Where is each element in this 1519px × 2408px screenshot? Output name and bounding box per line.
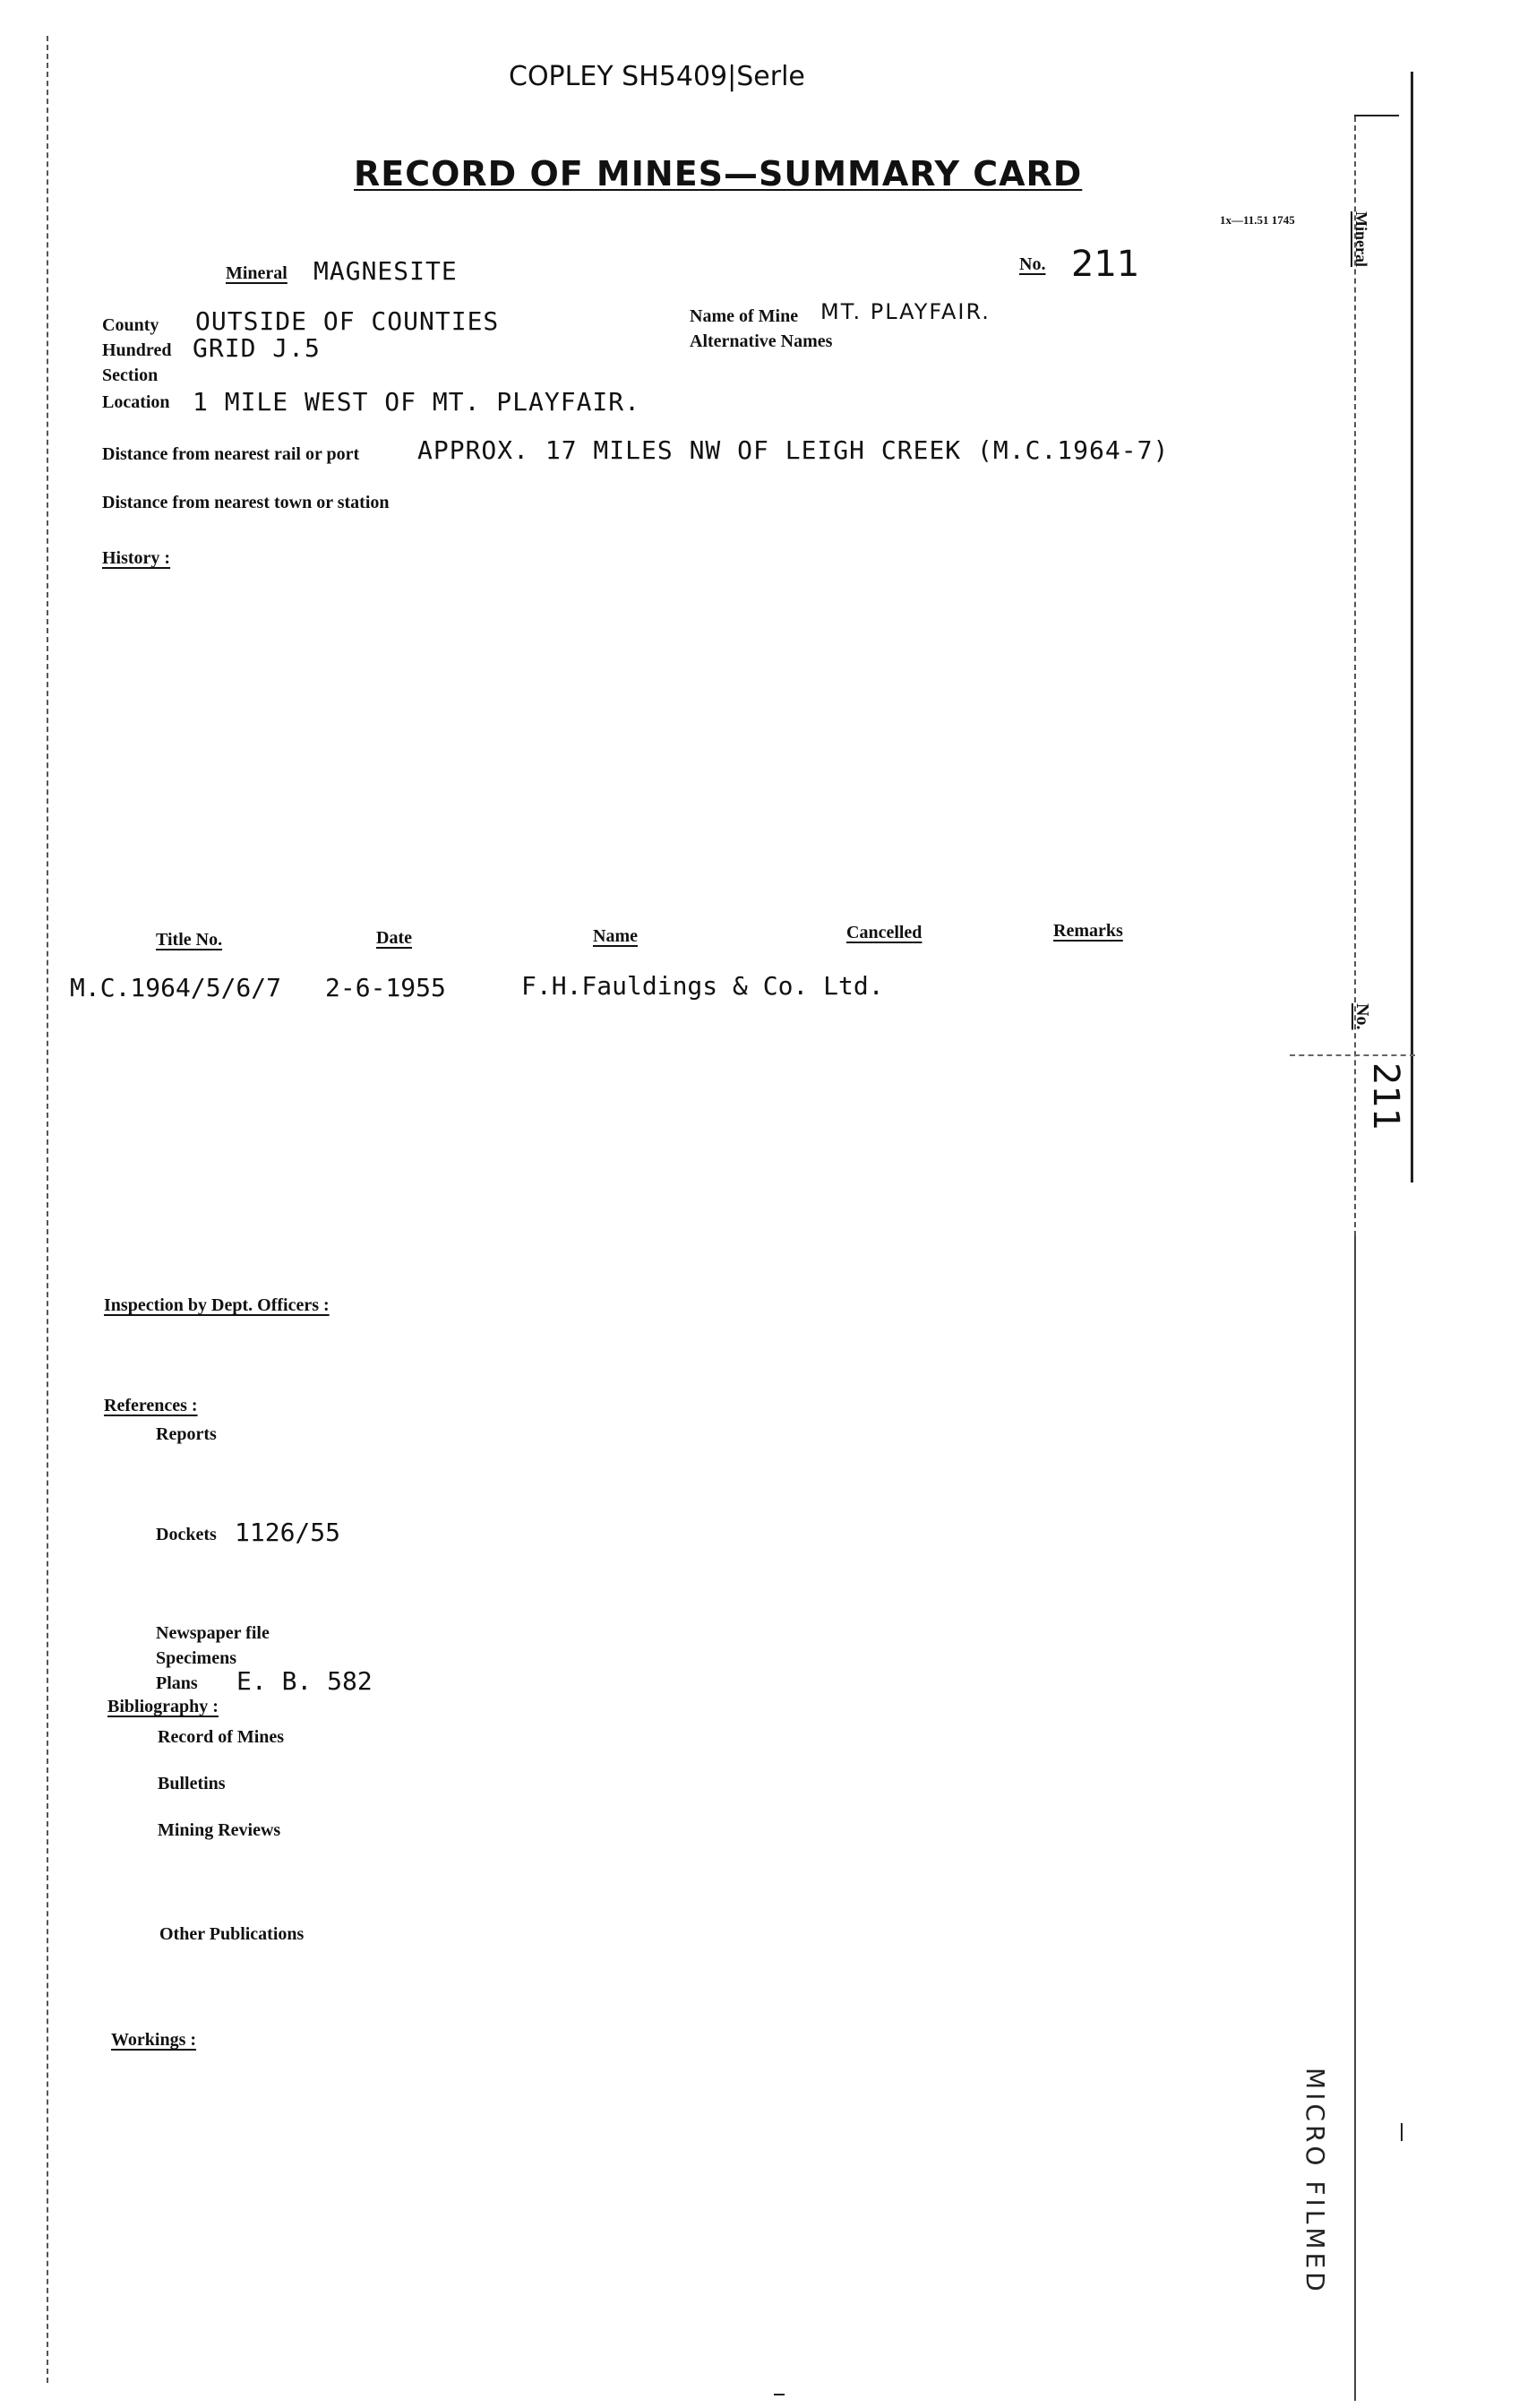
col-date: Date [376,928,412,948]
county-value: OUTSIDE OF COUNTIES [195,306,500,336]
tab-no-label: No. [1352,1003,1372,1030]
col-remarks: Remarks [1053,921,1123,941]
workings-label: Workings : [111,2030,197,2050]
mine-name-label: Name of Mine [690,306,799,326]
card-no-value: 211 [1071,244,1140,285]
micro-filmed-stamp: MICRO FILMED [1300,2068,1330,2295]
file-reference: COPLEY SH5409|Serle [509,61,805,92]
history-label: History : [102,548,171,568]
tab-divider [1290,1054,1415,1056]
form-code: 1x—11.51 1745 [1220,213,1295,227]
mineral-value: MAGNESITE [313,256,458,286]
hundred-label: Hundred [102,340,172,360]
plans-value: E. B. 582 [236,1666,373,1696]
tab-right-edge [1411,72,1413,1182]
dist-town-label: Distance from nearest town or station [102,493,390,512]
cell-title-no: M.C.1964/5/6/7 [70,973,282,1002]
other-publications-label: Other Publications [159,1924,305,1944]
specimens-label: Specimens [156,1648,236,1668]
dist-rail-label: Distance from nearest rail or port [102,444,360,464]
left-border [47,36,48,2383]
tab-top-edge [1354,115,1399,116]
col-cancelled: Cancelled [846,923,923,942]
alt-names-label: Alternative Names [690,331,833,351]
hundred-value: GRID J.5 [193,333,321,363]
inspection-label: Inspection by Dept. Officers : [104,1295,330,1315]
dockets-value: 1126/55 [235,1518,341,1547]
bottom-tick [774,2394,785,2395]
section-label: Section [102,366,159,385]
cell-date: 2-6-1955 [325,973,446,1002]
newspaper-label: Newspaper file [156,1623,270,1643]
location-label: Location [102,392,170,412]
tab-no-value: 211 [1365,1062,1406,1131]
col-name: Name [593,926,638,946]
mineral-label: Mineral [226,263,287,283]
tab-mineral-label: Mineral [1352,211,1370,267]
margin-tick [1401,2123,1403,2141]
record-of-mines-label: Record of Mines [158,1727,285,1747]
card-right-edge [1354,1236,1356,2401]
dist-rail-value: APPROX. 17 MILES NW OF LEIGH CREEK (M.C.1964-7) [417,435,1170,465]
page-title: RECORD OF MINES—SUMMARY CARD [354,154,1083,194]
tab-left-edge [1354,116,1356,1236]
references-label: References : [104,1396,198,1415]
plans-label: Plans [156,1673,198,1693]
mine-name-value: MT. PLAYFAIR. [820,299,991,324]
bulletins-label: Bulletins [158,1774,226,1793]
county-label: County [102,315,159,335]
dockets-label: Dockets [156,1525,217,1544]
cell-name: F.H.Fauldings & Co. Ltd. [521,971,884,1001]
bibliography-label: Bibliography : [107,1697,219,1716]
location-value: 1 MILE WEST OF MT. PLAYFAIR. [193,387,641,417]
col-title-no: Title No. [156,930,223,950]
reports-label: Reports [156,1424,217,1444]
mining-reviews-label: Mining Reviews [158,1820,281,1840]
card-no-label: No. [1019,254,1046,274]
